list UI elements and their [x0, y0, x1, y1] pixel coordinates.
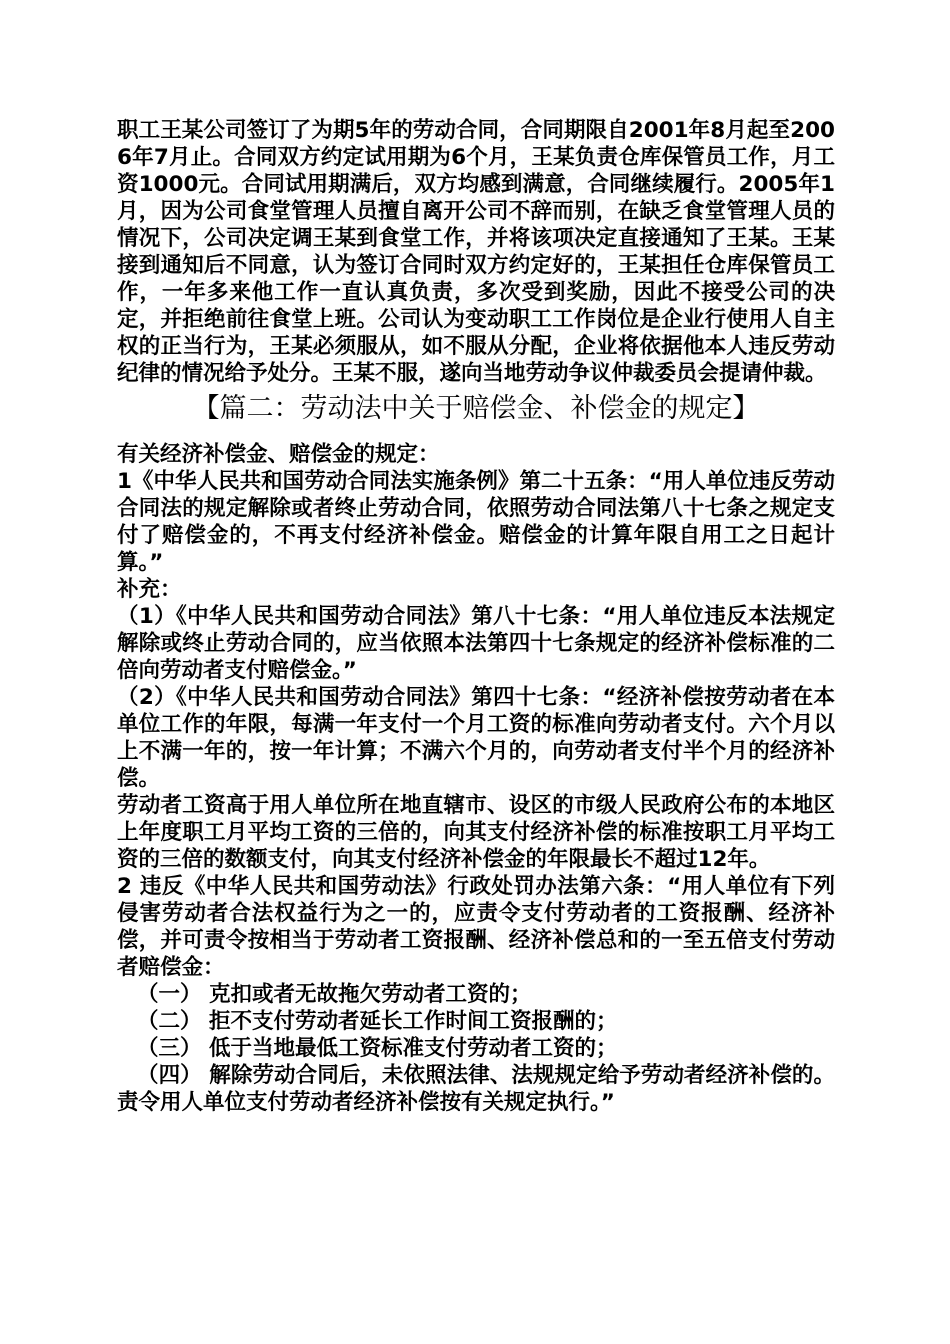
intro-paragraph: 有关经济补偿金、赔偿金的规定：: [117, 442, 440, 467]
article-1-paragraph: 1《中华人民共和国劳动合同法实施条例》第二十五条：“用人单位违反劳动合同法的规定解除或者终止劳动合同，依照劳动合同法第八十七条之规定支付了赔偿金的，不再支付经济补偿金。赔偿金的计算年限自用工之日起计算。”: [117, 469, 835, 575]
list-item: （一） 克扣或者无故拖欠劳动者工资的；: [137, 982, 532, 1007]
list-item-text: （四） 解除劳动合同后，未依照法律、法规规定给予劳动者经济补偿的。 责令用人单位支付劳动者经济补偿按有关规定执行。”: [117, 1063, 835, 1115]
section-title: 【篇二：劳动法中关于赔偿金、补偿金的规定】: [192, 393, 760, 424]
article-2-paragraph: 2 违反《中华人民共和国劳动法》行政处罚办法第六条：“用人单位有下列侵害劳动者合法权益行为之一的，应责令支付劳动者的工资报酬、经济补偿，并可责令按相当于劳动者工资报酬、经济补偿总和的一至五倍支付劳动者赔偿金：: [117, 874, 835, 980]
supplement-1-paragraph: （1）《中华人民共和国劳动合同法》第八十七条：“用人单位违反本法规定解除或终止劳动合同的，应当依照本法第四十七条规定的经济补偿标准的二倍向劳动者支付赔偿金。”: [117, 604, 835, 683]
list-item: （二） 拒不支付劳动者延长工作时间工资报酬的；: [137, 1009, 618, 1034]
case-paragraph: 职工王某公司签订了为期5年的劳动合同，合同期限自2001年8月起至2006年7月止。合同双方约定试用期为6个月，王某负责仓库保管员工作，月工资1000元。合同试用期满后，双方均感到满意，合同继续履行。2005年1月，因为公司食堂管理人员擅自离开公司不辞而别，在缺乏食堂管理人员的情况下，公司决定调王某到食堂工作，并将该项决定直接通知了王某。王某接到通知后不同意，认为签订合同时双方约定好的，王某担任仓库保管员工作，一年多来他工作一直认真负责，多次受到奖励，因此不接受公司的决定，并拒绝前往食堂上班。公司认为变动职工工作岗位是企业行使用人自主权的正当行为，王某必须服从，如不服从分配，企业将依据他本人违反劳动纪律的情况给予处分。王某不服，遂向当地劳动争议仲裁委员会提请仲裁。: [117, 118, 835, 386]
list-item: （三） 低于当地最低工资标准支付劳动者工资的；: [137, 1036, 618, 1061]
supplement-2-continuation: 劳动者工资高于用人单位所在地直辖市、设区的市级人民政府公布的本地区上年度职工月平均工资的三倍的，向其支付经济补偿的标准按职工月平均工资的三倍的数额支付，向其支付经济补偿金的年限最长不超过12年。: [117, 793, 835, 872]
supplement-2-paragraph: （2）《中华人民共和国劳动合同法》第四十七条：“经济补偿按劳动者在本单位工作的年限，每满一年支付一个月工资的标准向劳动者支付。六个月以上不满一年的，按一年计算；不满六个月的，向劳动者支付半个月的经济补偿。: [117, 685, 835, 791]
supplement-label: 补充：: [117, 577, 182, 602]
list-item: [117, 1062, 835, 1116]
document-page: [117, 117, 835, 1116]
